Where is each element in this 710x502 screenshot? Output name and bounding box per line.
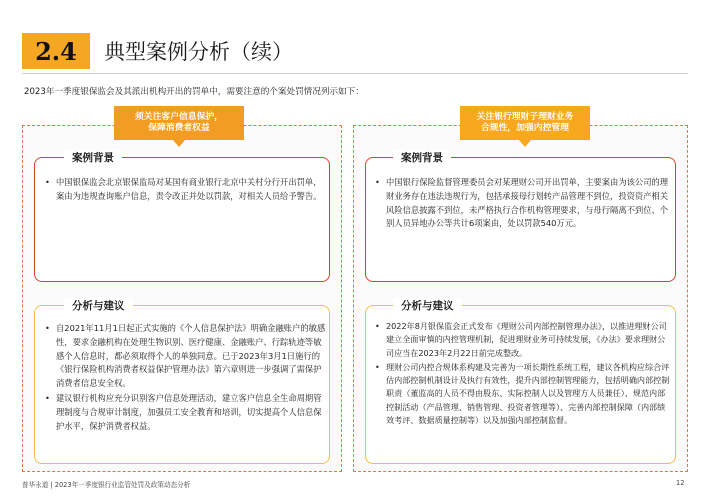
right-tag-line-1: 关注银行理财子理财业务 <box>476 112 574 122</box>
left-analysis-item: • 建议银行机构应充分识别客户信息处理活动，建立客户信息全生命周期管理制度与合规审计制度，加强员工安全教育和培训，切实提高个人信息保护水平，保护消费者权益。 <box>44 392 326 433</box>
left-analysis-label: 分析与建议 <box>64 298 133 313</box>
right-topic-tag <box>460 106 590 140</box>
left-background-label: 案例背景 <box>64 150 122 165</box>
title-divider <box>22 73 688 74</box>
left-tag-line-2: 保障消费者权益 <box>148 123 210 133</box>
right-tag-line-2: 合规性，加强内控管理 <box>481 123 569 133</box>
left-background-item: • 中国银保监会北京银保监局对某国有商业银行北京中关村分行开出罚单，案由为违规查询账户信息，责令改正并处以罚款，对相关人员给予警告。 <box>44 176 322 204</box>
right-background-text <box>374 176 670 232</box>
intro-text: 2023年一季度银保监会及其派出机构开出的罚单中，需要注意的个案处罚情况列示如下： <box>24 87 364 97</box>
left-background-text <box>44 176 322 205</box>
section-number-badge: 2.4 <box>22 33 90 69</box>
left-topic-tag <box>114 106 244 140</box>
tag-pointer-icon <box>173 140 185 147</box>
page-title: 典型案例分析（续） <box>104 40 293 64</box>
left-analysis-text <box>44 322 326 434</box>
right-analysis-item: • 2022年8月银保监会正式发布《理财公司内部控制管理办法》，以推进理财公司建立全面审慎的内控管理机制，促进理财业务可持续发展，《办法》要求理财公司应当在2023年2月22日前完成整改。 <box>374 320 672 360</box>
right-background-item: • 中国银行保险监督管理委员会对某理财公司开出罚单，主要案由为该公司的理财业务存在违法违规行为，包括承接母行划转产品管理不到位，投资资产相关风险信息披露不到位，未严格执行合作机构管理要求，与母行隔离不到位、个别人员异地办公等共计6项案由，处以罚款540万元。 <box>374 176 670 231</box>
right-analysis-label: 分析与建议 <box>393 298 462 313</box>
footer-text: 普华永道 | 2023年一季度银行业监管处罚及政策动态分析 <box>22 481 191 489</box>
right-analysis-item: • 理财公司内控合规体系构建及完善为一项长期性系统工程，建议各机构应综合评估内部控制机制设计及执行有效性，提升内部控制管理能力，包括明确内部控制职责（董监高的人员不得由股东、实际控制人以及管理方人员兼任）、规范内部控制活动（产品管理、销售管理、投资者管理等）、完善内部控制保障（内部绩效考评、数据质量控制等）以及加强内部控制监督。 <box>374 361 672 427</box>
left-analysis-item: • 自2021年11月1日起正式实施的《个人信息保护法》明确金融账户的敏感性，要求金融机构在处理生物识别、医疗健康、金融账户、行踪轨迹等敏感个人信息时，都必须取得个人的单独同意。已于2023年3月1日施行的《银行保险机构消费者权益保护管理办法》第六章则进一步强调了需保护消费者信息安全权。 <box>44 322 326 391</box>
right-background-label: 案例背景 <box>393 150 451 165</box>
tag-pointer-icon <box>519 140 531 147</box>
right-analysis-text <box>374 320 672 428</box>
left-tag-line-1: 须关注客户信息保护， <box>135 112 223 122</box>
page-number: 12 <box>676 479 685 487</box>
